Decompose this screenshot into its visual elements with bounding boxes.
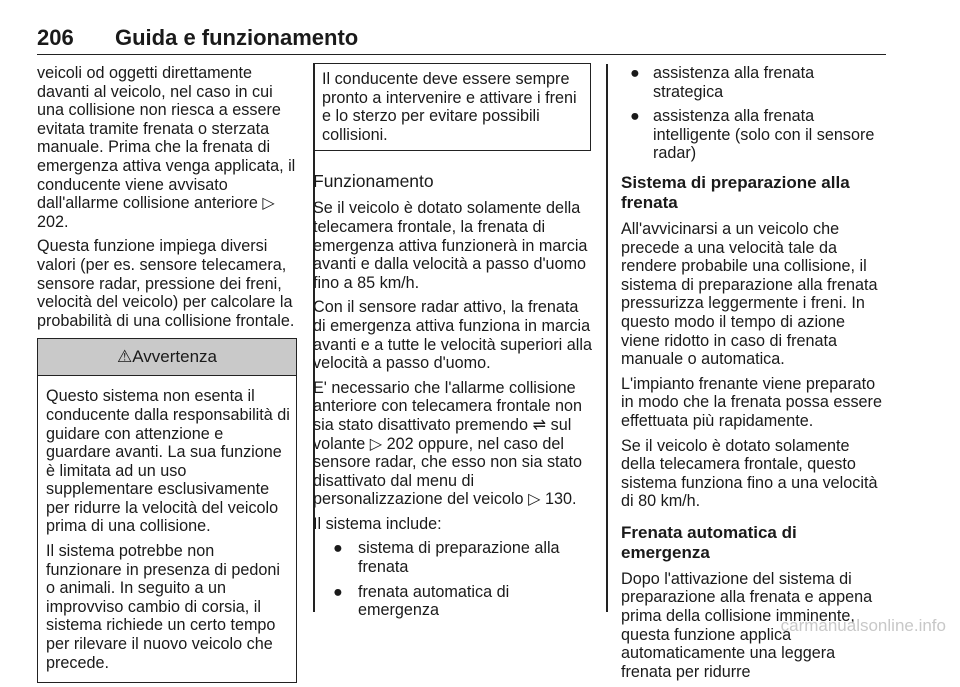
column-2 — [313, 64, 592, 626]
page-title: Guida e funzionamento — [115, 25, 359, 50]
page-reference-icon: ▷ — [369, 434, 383, 453]
column-3 — [621, 64, 887, 687]
bullet-icon: ● — [333, 539, 343, 558]
page-number: 206 — [37, 25, 74, 50]
header-rule — [37, 54, 886, 55]
paragraph: Se il veicolo è dotato solamente della telecamera frontale, la frenata di emergenza attiva funzionerà in marcia avanti e dalla velocità a passo d'uomo fino a 85 km/h. — [313, 199, 588, 292]
bullet-icon: ● — [333, 582, 343, 601]
warning-title: Avvertenza — [132, 347, 217, 367]
paragraph: L'impianto frenante viene preparato in modo che la frenata possa essere effettuata più rapidamente. — [621, 374, 882, 430]
warning-icon: ⚠ — [117, 347, 133, 367]
warning-paragraph: Il sistema potrebbe non funzionare in presenza di pedoni o animali. In seguito a un improvviso cambio di corsia, il sistema richiede un certo tempo per rilevare il nuovo veicolo che precede. — [46, 542, 280, 672]
paragraph: E' necessario che l'allarme collisione anteriore con telecamera frontale non sia stato disattivato premendo ⇌ sul volante ▷ 202 oppure, nel caso del sensore radar, che esso non sia stato disattivato dal menu di personalizzazione del veicolo ▷ 130. — [313, 378, 583, 509]
paragraph: Dopo l'attivazione del sistema di preparazione alla frenata e appena prima della collisione imminente, questa funzione applica automaticamente una leggera frenata per ridurre — [621, 569, 873, 681]
list-item: ● frenata automatica di emergenza — [333, 582, 510, 620]
section-heading: Funzionamento — [313, 171, 434, 192]
paragraph: Il sistema include: — [313, 514, 442, 533]
section-heading: Frenata automatica di emergenza — [621, 522, 797, 562]
page-header — [37, 26, 887, 52]
warning-continuation-box: Il conducente deve essere sempre pronto a intervenire e attivare i freni e lo sterzo per evitare possibili collisioni. — [313, 63, 591, 151]
feature-list — [621, 64, 887, 163]
warning-header — [38, 339, 296, 376]
column-divider — [606, 64, 608, 612]
feature-list — [313, 539, 592, 619]
section-heading: Sistema di preparazione alla frenata — [621, 172, 850, 212]
list-item: ● assistenza alla frenata strategica — [630, 64, 815, 101]
paragraph: Questa funzione impiega diversi valori (per es. sensore telecamera, sensore radar, pressione dei freni, velocità del veicolo) per calcolare la probabilità di una collisione frontale. — [37, 237, 295, 330]
list-item: ● assistenza alla frenata intelligente (solo con il sensore radar) — [630, 107, 875, 163]
list-item: ● sistema di preparazione alla frenata — [333, 539, 560, 577]
paragraph: veicoli od oggetti direttamente davanti al veicolo, nel caso in cui una collisione non riesca a essere evitata tramite frenata o sterzata manuale. Prima che la frenata di emergenza attiva venga applicata, il conducente viene avvisato dall'allarme collisione anteriore ▷ 202. — [37, 64, 296, 231]
paragraph: Con il sensore radar attivo, la frenata di emergenza attiva funziona in marcia avanti e a tutte le velocità superiori alla velocità a passo d'uomo. — [313, 298, 592, 373]
warning-box — [37, 338, 297, 683]
warning-body — [38, 376, 296, 682]
page-reference-icon: ▷ — [528, 490, 541, 509]
bullet-icon: ● — [630, 64, 640, 82]
warning-paragraph: Questo sistema non esenta il conducente dalla responsabilità di guidare con attenzione e guardare avanti. La sua funzione è limitata ad un uso supplementare esclusivamente per ridurre la velocità del veicolo prima di una collisione. — [46, 387, 290, 536]
bullet-icon: ● — [630, 107, 640, 126]
watermark: carmanualsonline.info — [780, 616, 946, 635]
paragraph: Se il veicolo è dotato solamente della telecamera frontale, questo sistema funziona fino a una velocità di 80 km/h. — [621, 436, 878, 511]
paragraph: All'avvicinarsi a un veicolo che precede a una velocità tale da rendere probabile una collisione, il sistema di preparazione alla frenata pressurizza leggermente i freni. In questo modo il tempo di azione viene ridotto in caso di frenata manuale o automatica. — [621, 219, 878, 369]
page-reference-icon: ▷ — [262, 194, 275, 213]
steering-wheel-button-icon: ⇌ — [532, 415, 547, 434]
column-1 — [37, 64, 299, 683]
